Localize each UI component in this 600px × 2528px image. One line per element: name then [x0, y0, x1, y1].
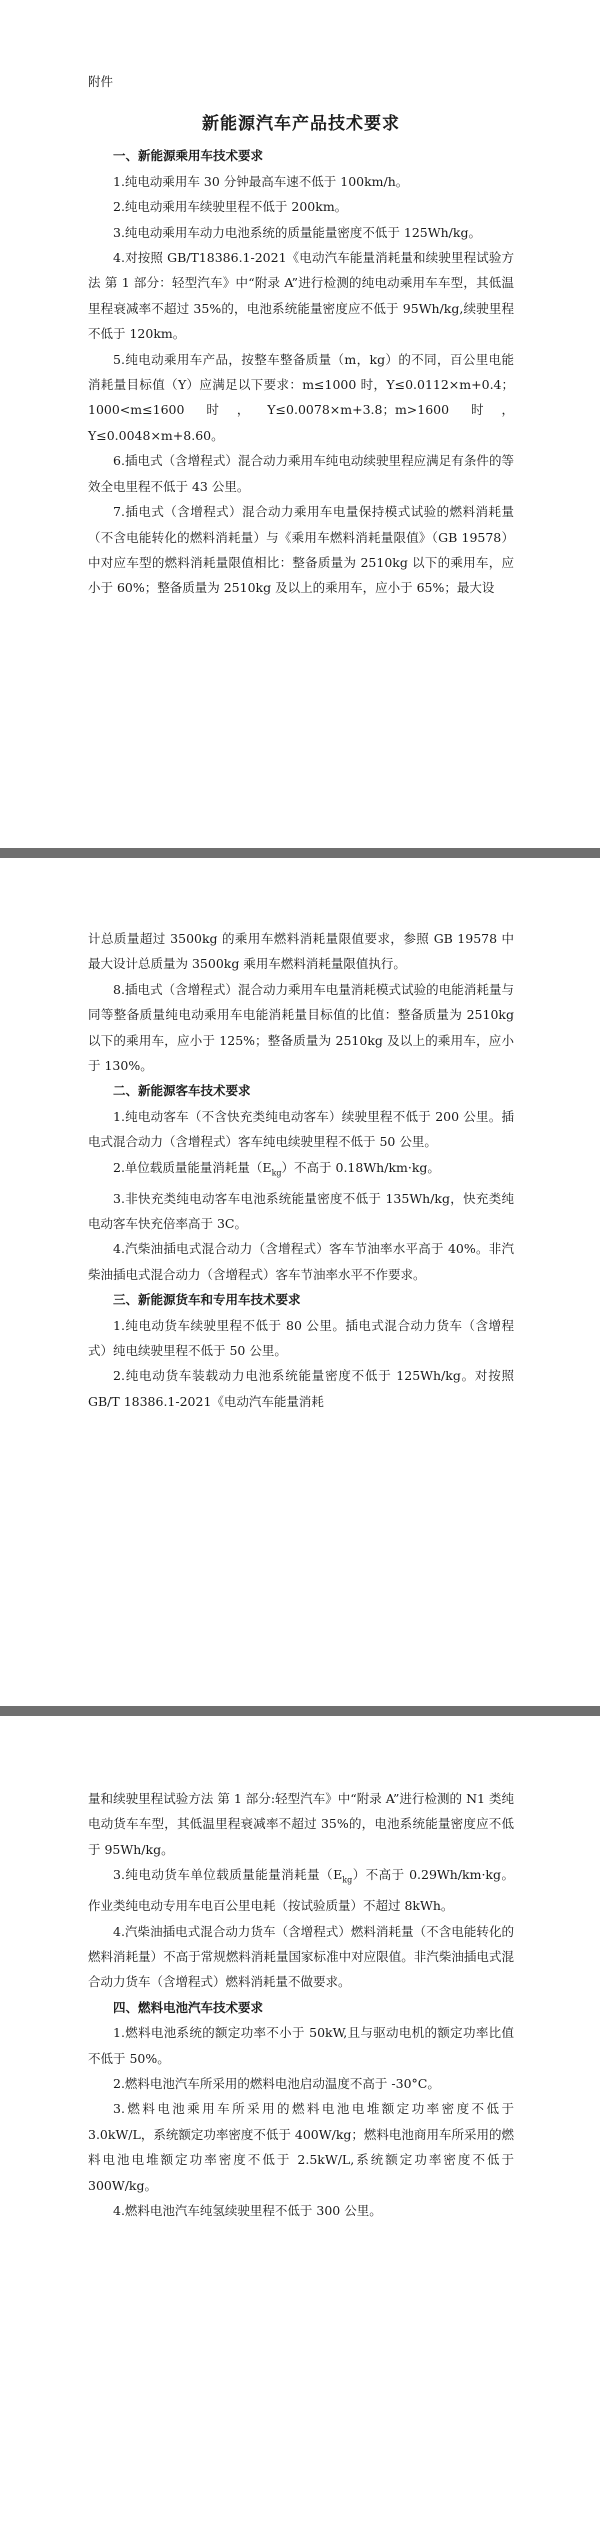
paragraph: 6.插电式（含增程式）混合动力乘用车纯电动续驶里程应满足有条件的等效全电里程不低于 43 公里。: [88, 453, 514, 494]
document-title: 新能源汽车产品技术要求: [202, 114, 400, 134]
paragraph: 5.纯电动乘用车产品，按整车整备质量（m，kg）的不同，百公里电能消耗量目标值（Y）应满足以下要求：m≤1000 时，Y≤0.0112×m+0.4；1000<m≤1600 时，Y≤0.0078×m+3.8；m>1600 时，Y≤0.0048×m+8.60。: [88, 351, 514, 443]
paragraph: [88, 1155, 514, 1186]
paragraph: 1.纯电动客车（不含快充类纯电动客车）续驶里程不低于 200 公里。插电式混合动力（含增程式）客车纯电续驶里程不低于 50 公里。: [88, 1108, 514, 1150]
subscript: kg: [271, 1168, 282, 1178]
paragraph: 1.纯电动乘用车 30 分钟最高车速不低于 100km/h。: [113, 173, 409, 189]
paragraph: 8.插电式（含增程式）混合动力乘用车电量消耗模式试验的电能消耗量与同等整备质量纯电动乘用车电能消耗量目标值的比值：整备质量为 2510kg 以下的乘用车，应小于 125%；整备质量为 2510kg 及以上的乘用车，应小于 130%。: [88, 981, 514, 1074]
paragraph: 4.汽柴油插电式混合动力（含增程式）客车节油率水平高于 40%。非汽柴油插电式混合动力（含增程式）客车节油率水平不作要求。: [88, 1241, 514, 1282]
paragraph: 3.燃料电池乘用车所采用的燃料电池电堆额定功率密度不低于 3.0kW/L，系统额定功率密度不低于 400W/kg；燃料电池商用车所采用的燃料电池电堆额定功率密度不低于 2.5kW/L,系统额定功率密度不低于 300W/kg。: [88, 2101, 514, 2193]
paragraph: 4.汽柴油插电式混合动力货车（含增程式）燃料消耗量（不含电能转化的燃料消耗量）不高于常规燃料消耗量国家标准中对应限值。非汽柴油插电式混合动力货车（含增程式）燃料消耗量不做要求。: [88, 1923, 514, 1990]
paragraph: 2.纯电动货车装载动力电池系统能量密度不低于 125Wh/kg。对按照 GB/T 18386.1-2021《电动汽车能量消耗: [88, 1368, 514, 1409]
section-heading-truck: 三、新能源货车和专用车技术要求: [113, 1292, 301, 1308]
subscript: kg: [342, 1875, 353, 1885]
text: ）不高于 0.18Wh/km·kg。: [281, 1159, 440, 1175]
attachment-label: 附件: [88, 74, 114, 89]
paragraph: 3.非快充类纯电动客车电池系统能量密度不低于 135Wh/kg，快充类纯电动客车快充倍率高于 3C。: [88, 1190, 514, 1231]
text: ）不高于 0.29Wh/km·kg。作业类纯电动专用车电百公里电耗（按试验质量）不超过 8kWh。: [88, 1867, 514, 1914]
section-heading-bus: 二、新能源客车技术要求: [113, 1083, 251, 1099]
paragraph: 3.纯电动乘用车动力电池系统的质量能量密度不低于 125Wh/kg。: [113, 224, 481, 240]
page-separator: [0, 848, 600, 858]
paragraph: [88, 1862, 514, 1918]
text: 3.纯电动货车单位载质量能量消耗量（E: [113, 1867, 343, 1883]
paragraph: 4.对按照 GB/T18386.1-2021《电动汽车能量消耗量和续驶里程试验方法 第 1 部分：轻型汽车》中“附录 A”进行检测的纯电动乘用车车型，其低温里程衰减率不超过 35%的，电池系统能量密度应不低于 95Wh/kg,续驶里程不低于 120km。: [88, 250, 514, 342]
section-heading-passenger: 一、新能源乘用车技术要求: [113, 148, 264, 164]
page-1-content: [88, 96, 514, 601]
page-2-content: [88, 926, 514, 1414]
paragraph: 2.纯电动乘用车续驶里程不低于 200km。: [113, 199, 348, 215]
section-heading-fuel-cell: 四、燃料电池汽车技术要求: [113, 1999, 264, 2015]
paragraph: 4.燃料电池汽车纯氢续驶里程不低于 300 公里。: [113, 2203, 382, 2218]
page-3-content: [88, 1786, 514, 2223]
paragraph: 1.纯电动货车续驶里程不低于 80 公里。插电式混合动力货车（含增程式）纯电续驶里程不低于 50 公里。: [88, 1317, 514, 1358]
paragraph-continuation: 量和续驶里程试验方法 第 1 部分:轻型汽车》中“附录 A”进行检测的 N1 类纯电动货车车型，其低温里程衰减率不超过 35%的，电池系统能量密度应不低于 95Wh/kg。: [88, 1791, 514, 1857]
page-separator: [0, 1706, 600, 1716]
paragraph: 7.插电式（含增程式）混合动力乘用车电量保持模式试验的燃料消耗量（不含电能转化的燃料消耗量）与《乘用车燃料消耗量限值》（GB 19578）中对应车型的燃料消耗量限值相比：整备质量为 2510kg 以下的乘用车，应小于 60%；整备质量为 2510kg 及以上的乘用车，应小于 65%；最大设: [88, 504, 514, 596]
paragraph: 2.燃料电池汽车所采用的燃料电池启动温度不高于 -30°C。: [113, 2075, 440, 2091]
paragraph: 1.燃料电池系统的额定功率不小于 50kW,且与驱动电机的额定功率比值不低于 50%。: [88, 2025, 514, 2066]
paragraph-continuation: 计总质量超过 3500kg 的乘用车燃料消耗量限值要求，参照 GB 19578 中最大设计总质量为 3500kg 乘用车燃料消耗量限值执行。: [88, 931, 514, 972]
text: 2.单位载质量能量消耗量（E: [113, 1159, 272, 1175]
